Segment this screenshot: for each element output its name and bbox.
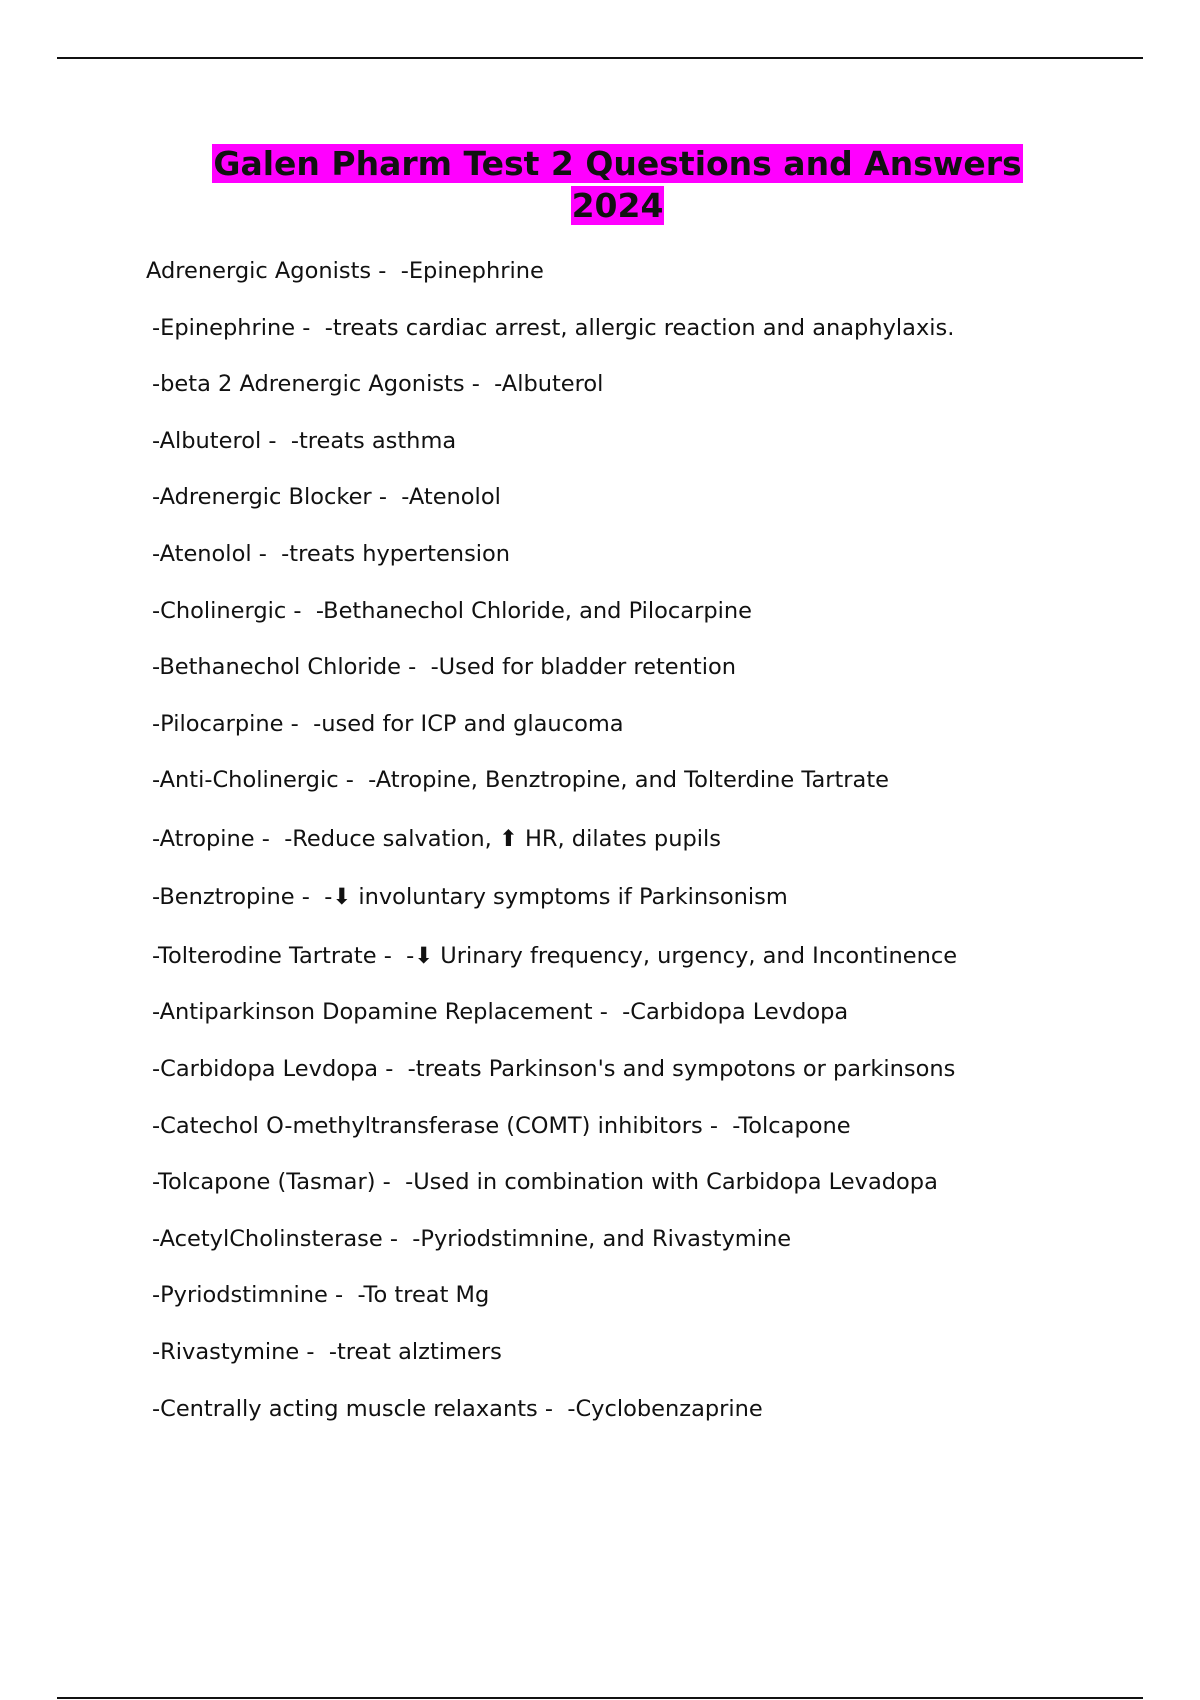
qa-term: -Carbidopa Levdopa xyxy=(152,1056,379,1083)
qa-answer: -⬇ Urinary frequency, urgency, and Incontinence xyxy=(406,942,958,969)
qa-separator: - xyxy=(294,884,325,911)
qa-term: -Bethanechol Chloride xyxy=(152,654,401,681)
qa-item xyxy=(152,368,1126,425)
title-line-1: Galen Pharm Test 2 Questions and Answers xyxy=(213,144,1022,183)
qa-separator: - xyxy=(295,314,325,341)
qa-answer: -Reduce salvation, ⬆ HR, dilates pupils xyxy=(284,825,721,852)
qa-term: -AcetylCholinsterase xyxy=(152,1225,383,1252)
qa-separator: - xyxy=(283,710,314,737)
qa-answer: -Cyclobenzaprine xyxy=(567,1395,763,1422)
qa-item xyxy=(152,1279,1126,1336)
qa-answer: -Bethanechol Chloride, and Pilocarpine xyxy=(315,597,752,624)
qa-item xyxy=(152,538,1126,595)
qa-separator: - xyxy=(378,1056,408,1083)
qa-item xyxy=(152,595,1126,652)
qa-answer: -treats asthma xyxy=(290,427,457,454)
qa-separator: - xyxy=(299,1339,329,1365)
qa-answer: -Used in combination with Carbidopa Levadopa xyxy=(405,1169,938,1196)
qa-term: -Atenolol xyxy=(152,540,252,567)
qa-item xyxy=(152,481,1126,538)
qa-item xyxy=(152,312,1126,369)
qa-item xyxy=(152,1110,1126,1167)
qa-answer: -Carbidopa Levdopa xyxy=(622,999,849,1026)
qa-item xyxy=(152,1393,1126,1450)
qa-answer: -used for ICP and glaucoma xyxy=(313,710,624,737)
qa-term: -beta 2 Adrenergic Agonists xyxy=(152,371,465,398)
qa-separator: - xyxy=(286,597,316,624)
qa-answer: -Tolcapone xyxy=(732,1112,851,1139)
qa-separator: - xyxy=(464,371,495,398)
qa-term: -Benztropine xyxy=(152,884,295,911)
qa-answer: -Atenolol xyxy=(401,484,501,511)
qa-answer: -⬇ involuntary symptoms if Parkinsonism xyxy=(324,884,788,911)
qa-answer: -Atropine, Benztropine, and Tolterdine Tartrate xyxy=(368,767,890,794)
qa-separator: - xyxy=(537,1395,568,1422)
qa-separator: - xyxy=(261,427,291,454)
qa-term: -Cholinergic xyxy=(152,597,287,624)
qa-separator: - xyxy=(400,654,431,681)
qa-item xyxy=(146,255,1126,312)
qa-item xyxy=(152,940,1126,997)
qa-answer: -treats Parkinson's and sympotons or parkinsons xyxy=(407,1056,956,1083)
qa-separator: - xyxy=(327,1282,358,1309)
document-title xyxy=(0,143,1200,227)
qa-item xyxy=(152,764,1126,823)
bottom-rule xyxy=(57,1697,1143,1699)
qa-answer: -treats hypertension xyxy=(281,540,511,567)
qa-term: -Anti-Cholinergic xyxy=(152,767,339,794)
qa-term: -Epinephrine xyxy=(152,314,296,341)
qa-item xyxy=(152,708,1126,765)
title-line-2: 2024 xyxy=(571,186,664,225)
qa-item xyxy=(152,425,1126,482)
qa-separator: - xyxy=(592,999,623,1026)
qa-item xyxy=(152,1336,1126,1393)
qa-answer: -Pyriodstimnine, and Rivastymine xyxy=(412,1225,792,1252)
qa-answer: -Albuterol xyxy=(494,371,604,398)
qa-item xyxy=(152,651,1126,708)
qa-term: -Catechol O-methyltransferase (COMT) inhibitors xyxy=(152,1112,703,1139)
qa-item xyxy=(152,881,1126,940)
qa-separator: - xyxy=(338,767,369,794)
qa-answer: -Epinephrine xyxy=(400,258,544,284)
qa-separator: - xyxy=(376,942,407,969)
qa-answer: -treats cardiac arrest, allergic reaction and anaphylaxis. xyxy=(324,314,955,341)
qa-term: -Tolcapone (Tasmar) xyxy=(152,1169,376,1196)
qa-term: -Tolterodine Tartrate xyxy=(152,942,377,969)
qa-term: -Rivastymine xyxy=(152,1339,300,1365)
qa-term: -Adrenergic Blocker xyxy=(152,484,372,511)
qa-term: -Pilocarpine xyxy=(152,710,284,737)
qa-term: -Antiparkinson Dopamine Replacement xyxy=(152,999,593,1026)
qa-term: -Atropine xyxy=(152,825,255,852)
qa-separator: - xyxy=(382,1225,413,1252)
qa-answer: -treat alztimers xyxy=(328,1339,502,1365)
qa-item xyxy=(152,823,1126,882)
qa-item xyxy=(152,1223,1126,1280)
qa-item xyxy=(152,996,1126,1053)
qa-term: Adrenergic Agonists xyxy=(146,258,372,284)
qa-separator: - xyxy=(375,1169,406,1196)
qa-separator: - xyxy=(371,484,402,511)
qa-answer: -Used for bladder retention xyxy=(430,654,736,681)
qa-term: -Pyriodstimnine xyxy=(152,1282,328,1309)
qa-item xyxy=(152,1053,1126,1110)
qa-answer: -To treat Mg xyxy=(357,1282,490,1309)
qa-item xyxy=(152,1166,1126,1223)
qa-term: -Centrally acting muscle relaxants xyxy=(152,1395,538,1422)
qa-separator: - xyxy=(702,1112,733,1139)
qa-list xyxy=(146,255,1126,1449)
qa-term: -Albuterol xyxy=(152,427,262,454)
qa-separator: - xyxy=(371,258,401,284)
qa-separator: - xyxy=(254,825,285,852)
top-rule xyxy=(57,57,1143,59)
qa-separator: - xyxy=(251,540,282,567)
